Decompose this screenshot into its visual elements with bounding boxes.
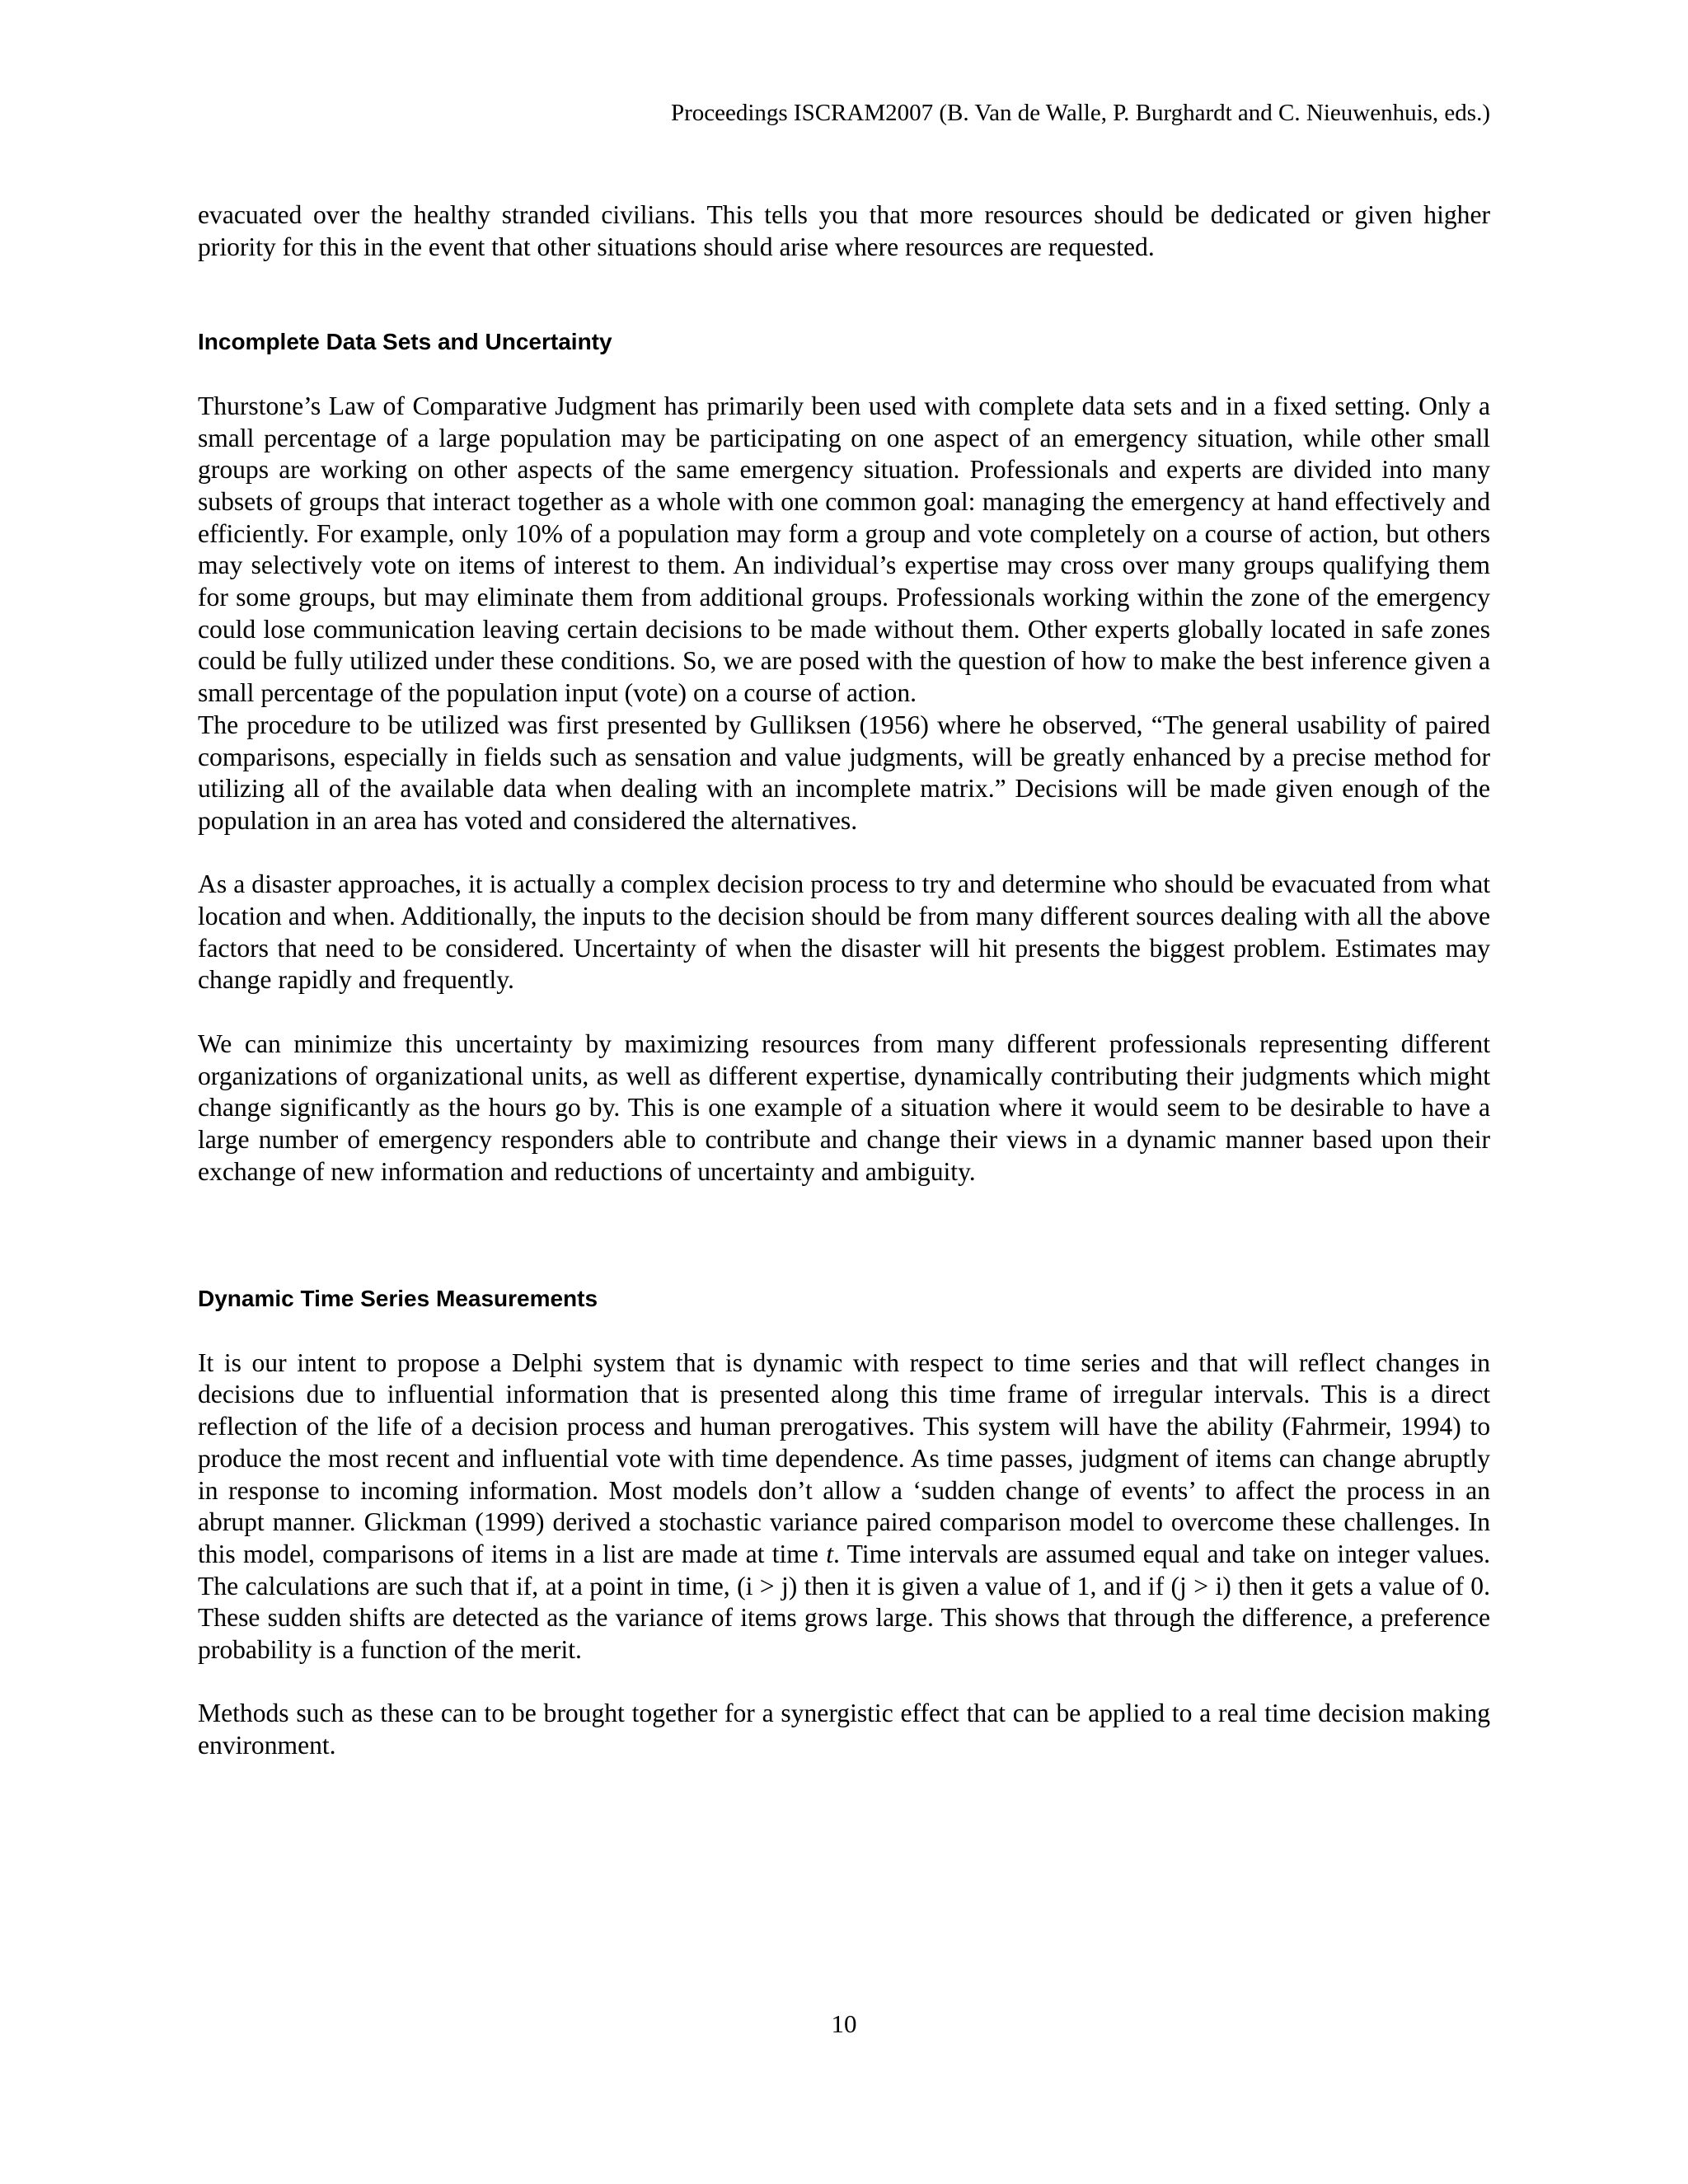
section-heading-dynamic-time-series: Dynamic Time Series Measurements — [198, 1286, 598, 1312]
page-number: 10 — [831, 2009, 857, 2038]
paragraph-disaster-approaches: As a disaster approaches, it is actually a complex decision process to try and determine who should be evacuated from what location and when. Additionally, the inputs to the decision should be from many different sources dealing with all the above factors that need to be considered. Uncertainty of when the disaster will hit presents the biggest problem. Estimates may change rapidly and frequently. — [198, 869, 1490, 995]
paragraph-delphi-part-1: It is our intent to propose a Delphi system that is dynamic with respect to time series and that will reflect changes in decisions due to influential information that is presented along this time frame of irregular intervals. This is a direct reflection of the life of a decision process and human prerogatives. This system will have the ability (Fahrmeir, 1994) to produce the most recent and influential vote with time dependence. As time passes, judgment of items can change abruptly in response to incoming information. Most models don’t allow a ‘sudden change of events’ to affect the process in an abrupt manner. Glickman (1999) derived a stochastic variance paired comparison model to overcome these challenges. In this model, comparisons of items in a list are made at time — [198, 1347, 1490, 1568]
paragraph-delphi-system — [198, 1347, 1490, 1666]
running-header: Proceedings ISCRAM2007 (B. Van de Walle, P. Burghardt and C. Nieuwenhuis, eds.) — [670, 100, 1490, 126]
paragraph-thurstone: Thurstone’s Law of Comparative Judgment has primarily been used with complete data sets and in a fixed setting. Only a small percentage of a large population may be participating on one aspect of an emergency situation, while other small groups are working on other aspects of the same emergency situation. Professionals and experts are divided into many subsets of groups that interact together as a whole with one common goal: managing the emergency at hand effectively and efficiently. For example, only 10% of a population may form a group and vote completely on a course of action, but others may selectively vote on items of interest to them. An individual’s expertise may cross over many groups qualifying them for some groups, but may eliminate them from additional groups. Professionals working within the zone of the emergency could lose communication leaving certain decisions to be made without them. Other experts globally located in safe zones could be fully utilized under these conditions. So, we are posed with the question of how to make the best inference given a small percentage of the population input (vote) on a course of action. — [198, 391, 1490, 708]
paragraph-delphi-part-2: . Time intervals are assumed equal and take on integer values. The calculations are such that if, at a point in time, (i > j) then it is given a value of 1, and if (j > i) then it gets a value of 0. These sudden shifts are detected as the variance of items grows large. This shows that through the difference, a preference probability is a function of the merit. — [198, 1539, 1491, 1665]
section-heading-incomplete-data: Incomplete Data Sets and Uncertainty — [198, 329, 612, 355]
continuation-paragraph: evacuated over the healthy stranded civilians. This tells you that more resources should be dedicated or given higher priority for this in the event that other situations should arise where resources are requested. — [198, 200, 1490, 261]
page-body — [198, 199, 1490, 1762]
paragraph-synergistic-methods: Methods such as these can to be brought together for a synergistic effect that can be applied to a real time decision making environment. — [198, 1699, 1490, 1760]
paragraph-gulliksen: The procedure to be utilized was first presented by Gulliksen (1956) where he observed, “The general usability of paired comparisons, especially in fields such as sensation and value judgments, will be greatly enhanced by a precise method for utilizing all of the available data when dealing with an incomplete matrix.” Decisions will be made given enough of the population in an area has voted and considered the alternatives. — [198, 710, 1490, 835]
paragraph-minimize-uncertainty: We can minimize this uncertainty by maximizing resources from many different professionals representing different organizations of organizational units, as well as different expertise, dynamically contributing their judgments which might change significantly as the hours go by. This is one example of a situation where it would seem to be desirable to have a large number of emergency responders able to contribute and change their views in a dynamic manner based upon their exchange of new information and reductions of uncertainty and ambiguity. — [198, 1029, 1490, 1186]
time-variable-t: t — [826, 1539, 833, 1568]
